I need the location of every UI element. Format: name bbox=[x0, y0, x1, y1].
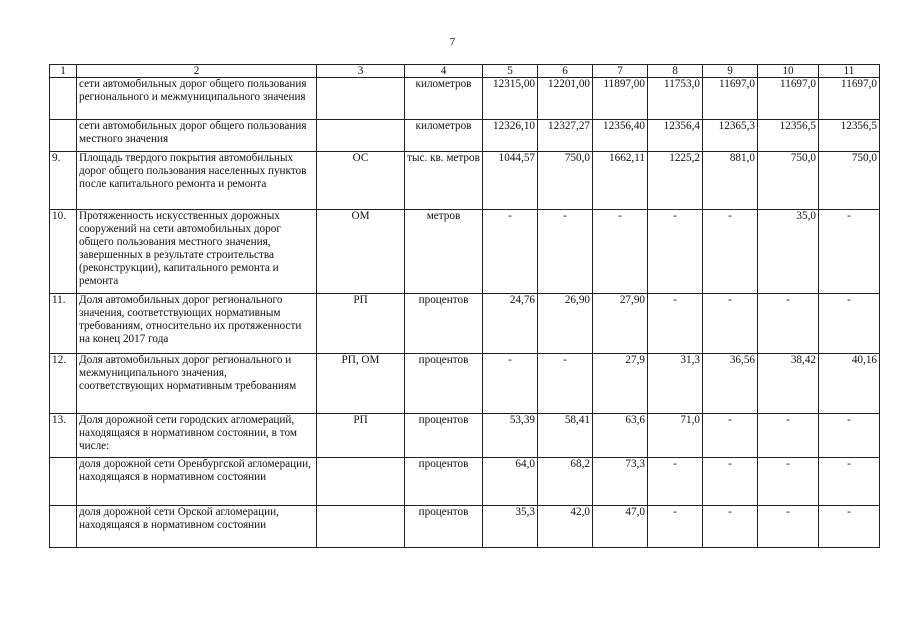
value-cell: 31,3 bbox=[648, 354, 703, 414]
row-number bbox=[50, 458, 77, 506]
table-row bbox=[50, 294, 880, 354]
value-cell: 12356,5 bbox=[819, 120, 880, 152]
value-cell: 36,56 bbox=[703, 354, 758, 414]
value-cell: - bbox=[648, 294, 703, 354]
indicator-name: Доля автомобильных дорог регионального и межмуниципального значения, соответствующих нормативным требованиям bbox=[77, 354, 317, 414]
indicator-name: Протяженность искусственных дорожных сооружений на сети автомобильных дорог общего пользования местного значения, завершенных в результате строительства (реконструкции), капитального ремонта и ремонта bbox=[77, 210, 317, 294]
table-row bbox=[50, 506, 880, 548]
row-number bbox=[50, 506, 77, 548]
value-cell: - bbox=[648, 458, 703, 506]
value-cell: - bbox=[703, 294, 758, 354]
responsible-code: РП bbox=[317, 414, 405, 458]
indicator-name: сети автомобильных дорог общего пользования местного значения bbox=[77, 120, 317, 152]
row-number: 13. bbox=[50, 414, 77, 458]
value-cell: - bbox=[819, 414, 880, 458]
value-cell: 27,9 bbox=[593, 354, 648, 414]
value-cell: - bbox=[538, 210, 593, 294]
value-cell: 24,76 bbox=[483, 294, 538, 354]
value-cell: 750,0 bbox=[538, 152, 593, 210]
value-cell: 68,2 bbox=[538, 458, 593, 506]
column-header: 5 bbox=[483, 65, 538, 78]
table-row bbox=[50, 210, 880, 294]
table-row bbox=[50, 120, 880, 152]
row-number bbox=[50, 78, 77, 120]
value-cell: 26,90 bbox=[538, 294, 593, 354]
value-cell: 1044,57 bbox=[483, 152, 538, 210]
value-cell: 12356,40 bbox=[593, 120, 648, 152]
column-header: 3 bbox=[317, 65, 405, 78]
value-cell: - bbox=[758, 414, 819, 458]
column-header: 2 bbox=[77, 65, 317, 78]
indicator-name: Площадь твердого покрытия автомобильных дорог общего пользования населенных пунктов после капитального ремонта и ремонта bbox=[77, 152, 317, 210]
value-cell: 73,3 bbox=[593, 458, 648, 506]
value-cell: 42,0 bbox=[538, 506, 593, 548]
row-number: 9. bbox=[50, 152, 77, 210]
value-cell: 35,0 bbox=[758, 210, 819, 294]
value-cell: - bbox=[819, 458, 880, 506]
unit: километров bbox=[405, 120, 483, 152]
value-cell: - bbox=[758, 506, 819, 548]
value-cell: - bbox=[483, 210, 538, 294]
value-cell: 38,42 bbox=[758, 354, 819, 414]
responsible-code: РП bbox=[317, 294, 405, 354]
value-cell: - bbox=[648, 506, 703, 548]
unit: процентов bbox=[405, 506, 483, 548]
value-cell: 750,0 bbox=[819, 152, 880, 210]
indicator-name: доля дорожной сети Оренбургской агломерации, находящаяся в нормативном состоянии bbox=[77, 458, 317, 506]
column-header: 1 bbox=[50, 65, 77, 78]
value-cell: 12327,27 bbox=[538, 120, 593, 152]
value-cell: 1225,2 bbox=[648, 152, 703, 210]
responsible-code bbox=[317, 506, 405, 548]
table-row bbox=[50, 414, 880, 458]
column-header: 7 bbox=[593, 65, 648, 78]
unit: процентов bbox=[405, 294, 483, 354]
value-cell: - bbox=[819, 294, 880, 354]
value-cell: 881,0 bbox=[703, 152, 758, 210]
value-cell: 40,16 bbox=[819, 354, 880, 414]
value-cell: 11697,0 bbox=[819, 78, 880, 120]
unit: метров bbox=[405, 210, 483, 294]
responsible-code bbox=[317, 120, 405, 152]
value-cell: 12315,00 bbox=[483, 78, 538, 120]
responsible-code: РП, ОМ bbox=[317, 354, 405, 414]
value-cell: 53,39 bbox=[483, 414, 538, 458]
table-row bbox=[50, 78, 880, 120]
value-cell: 58,41 bbox=[538, 414, 593, 458]
value-cell: 11753,0 bbox=[648, 78, 703, 120]
value-cell: - bbox=[538, 354, 593, 414]
value-cell: 12356,5 bbox=[758, 120, 819, 152]
value-cell: - bbox=[703, 458, 758, 506]
value-cell: 12356,4 bbox=[648, 120, 703, 152]
unit: процентов bbox=[405, 414, 483, 458]
column-header: 4 bbox=[405, 65, 483, 78]
value-cell: 63,6 bbox=[593, 414, 648, 458]
value-cell: - bbox=[593, 210, 648, 294]
unit: тыс. кв. метров bbox=[405, 152, 483, 210]
value-cell: - bbox=[819, 210, 880, 294]
header-row bbox=[50, 65, 880, 78]
value-cell: - bbox=[758, 294, 819, 354]
value-cell: 11697,0 bbox=[758, 78, 819, 120]
unit: процентов bbox=[405, 458, 483, 506]
column-header: 8 bbox=[648, 65, 703, 78]
unit: процентов bbox=[405, 354, 483, 414]
indicator-name: Доля автомобильных дорог регионального значения, соответствующих нормативным требованиям, относительно их протяженности на конец 2017 года bbox=[77, 294, 317, 354]
column-header: 6 bbox=[538, 65, 593, 78]
responsible-code bbox=[317, 458, 405, 506]
value-cell: - bbox=[703, 506, 758, 548]
row-number: 12. bbox=[50, 354, 77, 414]
value-cell: 71,0 bbox=[648, 414, 703, 458]
value-cell: 12326,10 bbox=[483, 120, 538, 152]
row-number: 10. bbox=[50, 210, 77, 294]
unit: километров bbox=[405, 78, 483, 120]
responsible-code: ОС bbox=[317, 152, 405, 210]
value-cell: - bbox=[703, 414, 758, 458]
value-cell: - bbox=[483, 354, 538, 414]
value-cell: - bbox=[703, 210, 758, 294]
value-cell: 27,90 bbox=[593, 294, 648, 354]
row-number: 11. bbox=[50, 294, 77, 354]
value-cell: - bbox=[758, 458, 819, 506]
responsible-code: ОМ bbox=[317, 210, 405, 294]
column-header: 10 bbox=[758, 65, 819, 78]
value-cell: 12201,00 bbox=[538, 78, 593, 120]
table-row bbox=[50, 458, 880, 506]
value-cell: 12365,3 bbox=[703, 120, 758, 152]
value-cell: 11897,00 bbox=[593, 78, 648, 120]
value-cell: 47,0 bbox=[593, 506, 648, 548]
value-cell: 750,0 bbox=[758, 152, 819, 210]
value-cell: - bbox=[819, 506, 880, 548]
indicator-name: доля дорожной сети Орской агломерации, находящаяся в нормативном состоянии bbox=[77, 506, 317, 548]
value-cell: - bbox=[648, 210, 703, 294]
row-number bbox=[50, 120, 77, 152]
value-cell: 64,0 bbox=[483, 458, 538, 506]
indicators-table bbox=[49, 64, 880, 548]
table-row bbox=[50, 354, 880, 414]
column-header: 9 bbox=[703, 65, 758, 78]
responsible-code bbox=[317, 78, 405, 120]
value-cell: 1662,11 bbox=[593, 152, 648, 210]
column-header: 11 bbox=[819, 65, 880, 78]
indicator-name: сети автомобильных дорог общего пользования регионального и межмуниципального значения bbox=[77, 78, 317, 120]
value-cell: 11697,0 bbox=[703, 78, 758, 120]
value-cell: 35,3 bbox=[483, 506, 538, 548]
table-row bbox=[50, 152, 880, 210]
page-number: 7 bbox=[449, 36, 456, 48]
indicator-name: Доля дорожной сети городских агломераций, находящаяся в нормативном состоянии, в том числе: bbox=[77, 414, 317, 458]
